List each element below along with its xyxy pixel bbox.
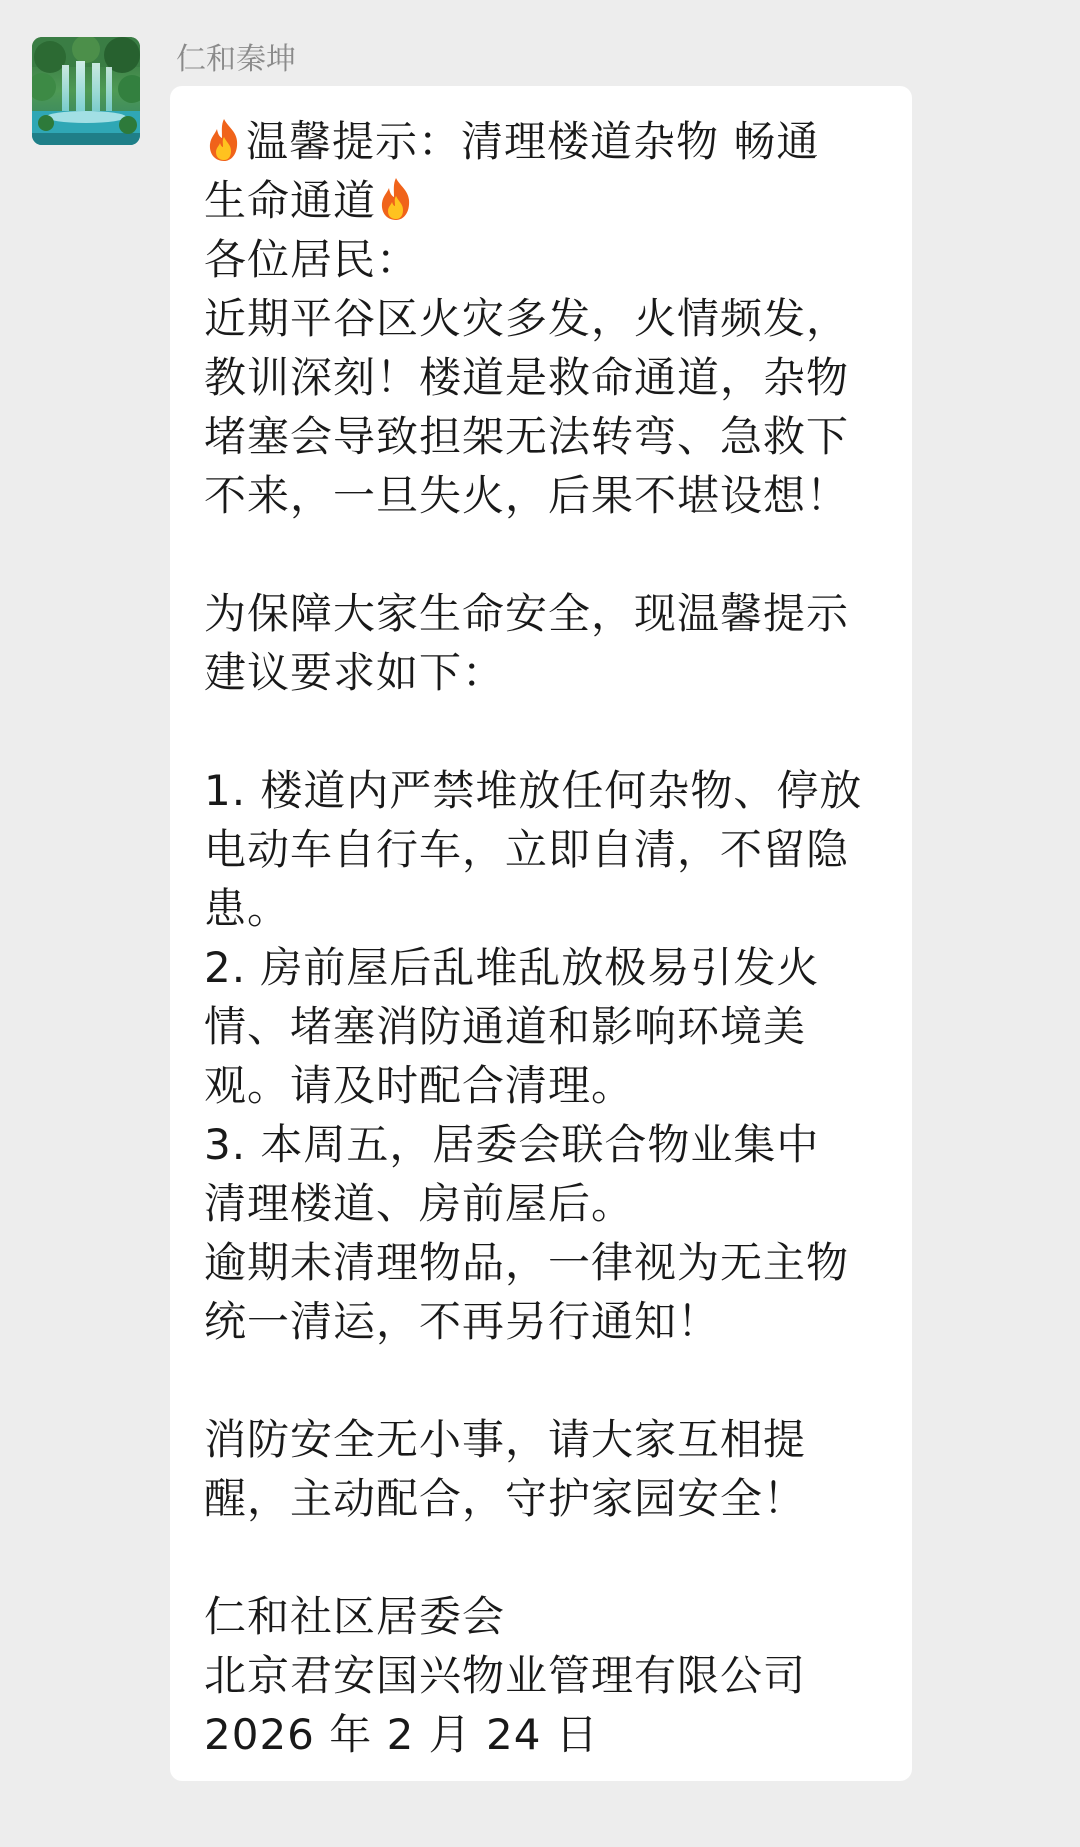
message-line: 各位居民： <box>204 235 420 284</box>
message-line: 消防安全无小事，请大家互相提 <box>204 1415 807 1464</box>
message-title-line-1 <box>204 112 888 171</box>
message-line: 统一清运，不再另行通知！ <box>204 1297 721 1346</box>
message-line: 不来，一旦失火，后果不堪设想！ <box>204 471 850 520</box>
fire-icon <box>204 117 244 163</box>
message-line: 近期平谷区火灾多发，火情频发， <box>204 294 850 343</box>
message-line: 1. 楼道内严禁堆放任何杂物、停放 <box>204 766 863 815</box>
signature-community: 仁和社区居委会 <box>204 1592 506 1641</box>
message-line: 3. 本周五，居委会联合物业集中 <box>204 1120 820 1169</box>
message-line: 电动车自行车，立即自清，不留隐 <box>204 825 850 874</box>
message-line: 堵塞会导致担架无法转弯、急救下 <box>204 412 850 461</box>
signature-company: 北京君安国兴物业管理有限公司 <box>204 1651 807 1700</box>
message-line: 情、堵塞消防通道和影响环境美 <box>204 1002 807 1051</box>
message-title-text-2: 生命通道 <box>204 176 377 225</box>
message-line: 逾期未清理物品，一律视为无主物 <box>204 1238 850 1287</box>
sender-avatar[interactable] <box>32 37 140 145</box>
message-line: 清理楼道、房前屋后。 <box>204 1179 635 1228</box>
waterfall-landscape-icon <box>32 37 140 145</box>
message-blank-line <box>204 1528 888 1587</box>
sender-name: 仁和秦坤 <box>176 42 296 77</box>
message-line: 教训深刻！楼道是救命通道，杂物 <box>204 353 850 402</box>
message-line: 患。 <box>204 884 291 933</box>
message-line: 醒，主动配合，守护家园安全！ <box>204 1474 807 1523</box>
message-bubble[interactable] <box>170 86 912 1781</box>
message-line: 为保障大家生命安全，现温馨提示 <box>204 589 850 638</box>
message-title-line-2 <box>204 171 888 230</box>
message-blank-line <box>204 525 888 584</box>
fire-icon <box>376 176 416 222</box>
message-blank-line <box>204 1351 888 1410</box>
message-line: 建议要求如下： <box>204 648 506 697</box>
message-line: 2. 房前屋后乱堆乱放极易引发火 <box>204 943 820 992</box>
signature-date: 2026 年 2 月 24 日 <box>204 1710 599 1759</box>
message-line: 观。请及时配合清理。 <box>204 1061 635 1110</box>
message-title-text-1: 温馨提示：清理楼道杂物 畅通 <box>246 117 820 166</box>
message-blank-line <box>204 702 888 761</box>
